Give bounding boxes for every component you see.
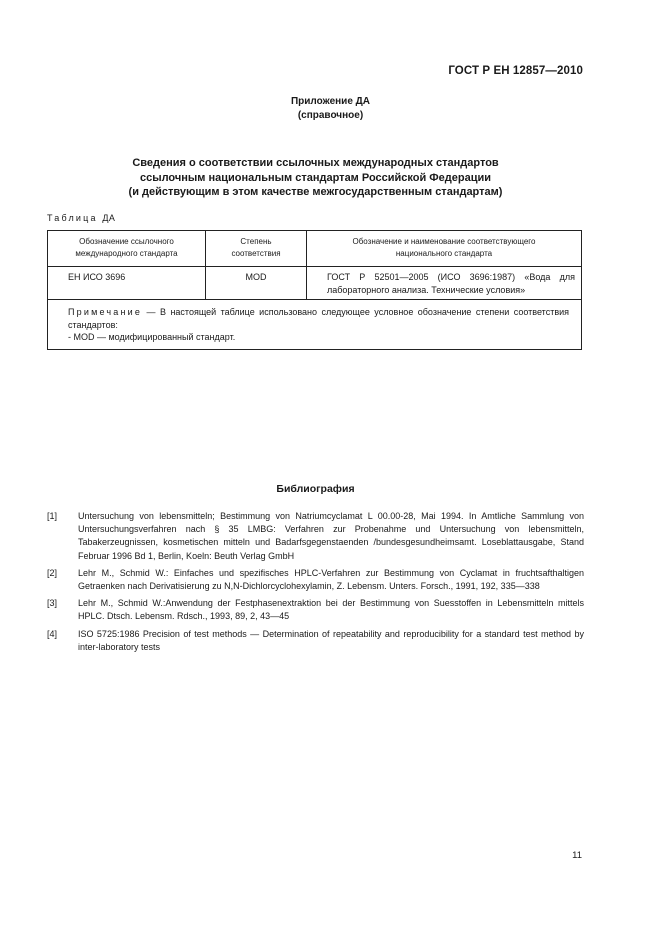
section-title-line: (и действующим в этом качестве межгосударственным стандартам) — [128, 186, 503, 198]
bibliography-item-text: Untersuchung von lebensmitteln; Bestimmung von Natriumcyclamat L 00.00-28, Mai 1994. In Amtliche Sammlung von Untersuchungsverfahren nach § 35 LMBG: Verfahren zur Probenahme und Untersuchung von lebensmitteln, Tabakerzeugnissen, kosmetischen mitteln und Badarfsgegenstaenden /bundesgesundheimsamt. Loseblattausgabe, Stand Februar 1996 Bd 1, Berlin, Koeln: Beuth Verlag GmbH — [78, 511, 584, 561]
bibliography-item-number: [3] — [47, 598, 58, 609]
cell-national-standard: ГОСТ Р 52501—2005 (ИСО 3696:1987) «Вода для лабораторного анализа. Технические условия» — [307, 267, 582, 300]
header-line: национального стандарта — [395, 249, 493, 258]
header-line: Обозначение ссылочного — [79, 237, 174, 246]
table-row — [48, 267, 582, 300]
annex-heading — [0, 95, 661, 123]
header-line: Степень — [240, 237, 272, 246]
section-title-line: Сведения о соответствии ссылочных международных стандартов — [132, 157, 499, 169]
bibliography-item-text: Lehr M., Schmid W.:Anwendung der Festphasenextraktion bei der Bestimmung von Suesstoffen in Lebensmitteln mittels HPLC. Dtsch. Lebensm. Rdsch., 1993, 89, 2, 43—45 — [78, 598, 584, 622]
bibliography-item-number: [2] — [47, 567, 58, 578]
bibliography-item-number: [4] — [47, 628, 58, 639]
bibliography-item — [47, 597, 584, 623]
annex-title: Приложение ДА — [290, 96, 371, 107]
cell-reference-standard: ЕН ИСО 3696 — [48, 267, 206, 300]
cell-degree: MOD — [206, 267, 307, 300]
page-number: 11 — [572, 850, 582, 861]
bibliography-item — [47, 567, 584, 593]
note-label: Примечание — [68, 307, 143, 317]
bibliography-item-number: [1] — [47, 511, 58, 521]
header-national-standard — [307, 231, 582, 267]
table-caption-number: ДА — [102, 213, 116, 223]
table-caption-word: Таблица — [47, 213, 98, 223]
bibliography-item — [47, 628, 584, 654]
bibliography-item — [47, 510, 584, 563]
header-line: Обозначение и наименование соответствующего — [352, 237, 536, 246]
bibliography-item-text: ISO 5725:1986 Precision of test methods — Determination of repeatability and reproducibility for a standard test method by inter-laboratory tests — [78, 628, 584, 652]
note-text: — В настоящей таблице использовано следующее условное обозначение степени соответствия стандартов: — [68, 307, 569, 330]
table-note-row — [48, 300, 582, 350]
header-international-standard — [48, 231, 206, 267]
bibliography-list — [47, 510, 584, 658]
header-line: международного стандарта — [75, 249, 178, 258]
bibliography-item-text: Lehr M., Schmid W.: Einfaches und spezifisches HPLC-Verfahren zur Bestimmung von Cyclamat in fruchtsafthaltigen Getraenken nach Derivatisierung zu N,N-Dichlorcyclohexylamin, Z. Lebensm. Unters. Forsch., 1991, 192, 335—338 — [78, 567, 584, 592]
header-line: соответствия — [231, 249, 281, 258]
section-title-line: ссылочным национальным стандартам Российской Федерации — [139, 171, 492, 184]
table-note — [48, 300, 582, 350]
annex-subtitle: (справочное) — [297, 110, 364, 121]
header-degree — [206, 231, 307, 267]
document-code: ГОСТ Р ЕН 12857—2010 — [448, 65, 583, 77]
correspondence-table — [47, 230, 582, 350]
table-header-row — [48, 231, 582, 267]
table-caption — [47, 213, 115, 223]
section-title — [0, 156, 631, 200]
note-item: - MOD — модифицированный стандарт. — [68, 332, 236, 342]
bibliography-title: Библиография — [276, 483, 355, 495]
